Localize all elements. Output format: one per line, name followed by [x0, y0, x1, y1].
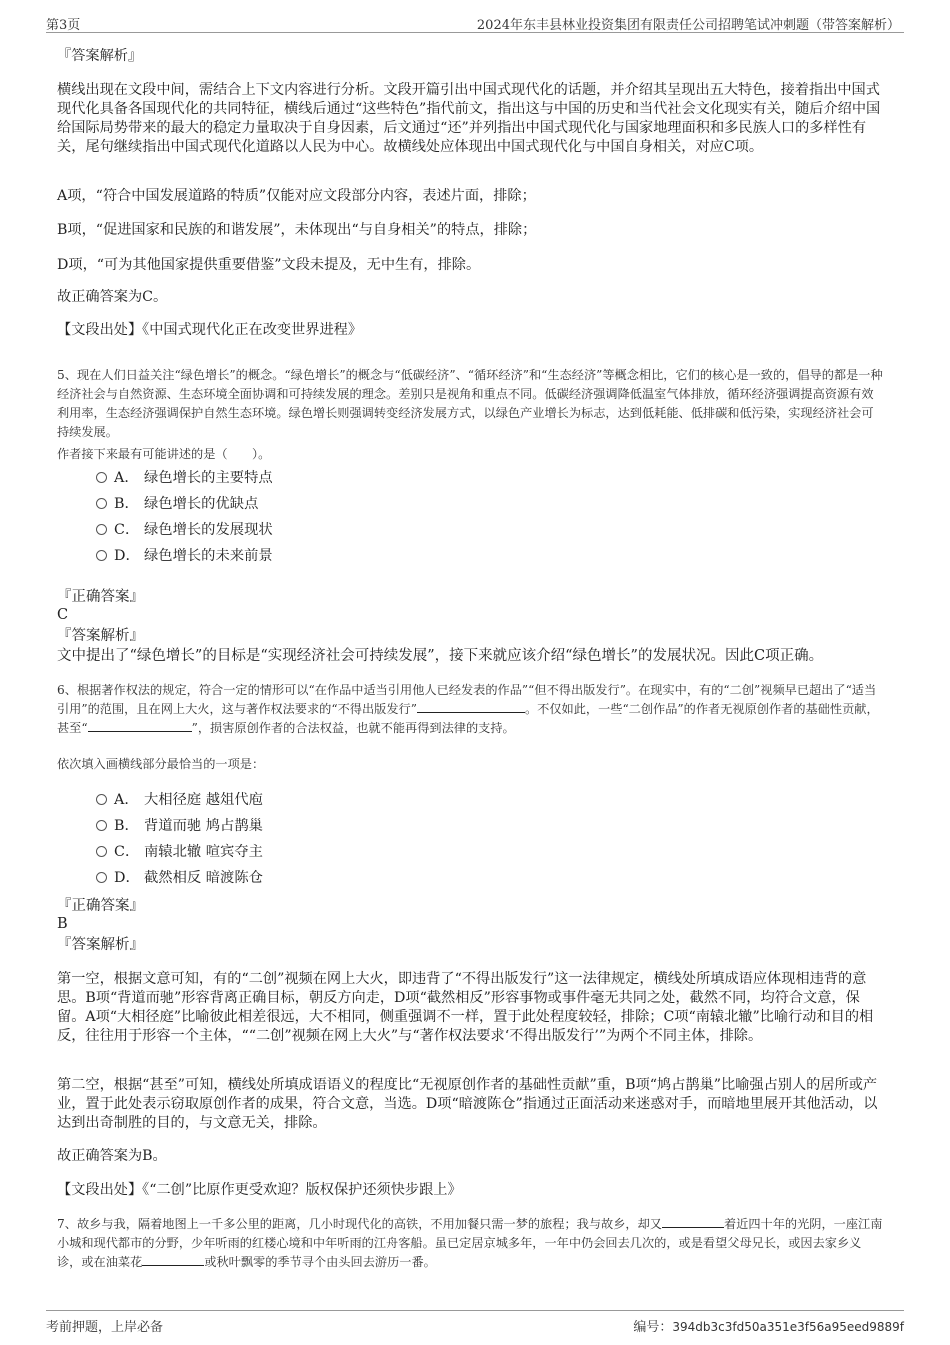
q6-question: 依次填入画横线部分最恰当的一项是： [57, 757, 265, 771]
q6-option-c[interactable]: C． 南辕北辙 喧宾夺主 [96, 842, 263, 862]
q6-analysis-label: 『答案解析』 [57, 937, 144, 953]
q6-option-b[interactable]: B． 背道而驰 鸠占鹊巢 [96, 816, 263, 836]
q5-stem: 5、现在人们日益关注“绿色增长”的概念。“绿色增长”的概念与“低碳经济”、“循环经济”和“生态经济”等概念相比，它们的核心是一致的，倡导的都是一种经济社会与自然资源、生态环境全面协调和可持续发展的理念。差别只是视角和重点不同。低碳经济强调降低温室气体排放，循环经济强调提高资源有效利用率，生态经济强调保护自然生态环境。绿色增长则强调转变经济发展方式，以绿色产业增长为标志，达到低耗能、低排碳和低污染，实现经济社会可持续发展。 [57, 368, 883, 439]
q6-analysis-p2: 第二空，根据“甚至”可知，横线处所填成语语义的程度比“无视原创作者的基础性贡献”重，B项“鸠占鹊巢”比喻强占别人的居所或产业，置于此处表示窃取原创作者的成果，符合文意，当选。D项“暗渡陈仓”指通过正面活动来迷惑对手，而暗地里展开其他活动，以达到出奇制胜的目的，与文意无关，排除。 [57, 1077, 878, 1131]
q5-answer: C [57, 607, 69, 623]
q6-blank-2 [88, 719, 192, 732]
radio-icon[interactable] [96, 820, 107, 831]
q7-stem: 7、故乡与我，隔着地图上一千多公里的距离，几小时现代化的高铁，不用加餐只需一梦的旅程；我与故乡，却又 着近四十年的光阴，一座江南小城和现代都市的分野，少年听雨的红楼心境和中年听雨的江舟客船。虽已定居京城多年，一年中仍会回去几次的，或是看望父母兄长，或因去家乡义诊，或在油菜花 或秋叶飘零的季节寻个由头回去游历一番。 [57, 1217, 883, 1269]
radio-icon[interactable] [96, 550, 107, 561]
q4-conclusion: 故正确答案为C。 [57, 289, 168, 305]
q6-stem: 6、根据著作权法的规定，符合一定的情形可以“在作品中适当引用他人已经发表的作品”“但不得出版发行”。在现实中，有的“二创”视频早已超出了“适当引用”的范围，且在网上大火，这与著作权法要求的“不得出版发行” 。不仅如此，一些“二创作品”的作者无视原创作者的基础性贡献，甚至“ ”，损害原创作者的合法权益，也就不能再得到法律的支持。 [57, 683, 879, 735]
q5-answer-label: 『正确答案』 [57, 589, 144, 605]
page-footer [46, 1310, 904, 1333]
radio-icon[interactable] [96, 846, 107, 857]
page-header [46, 12, 904, 33]
radio-icon[interactable] [96, 794, 107, 805]
footer-slogan: 考前押题，上岸必备 [46, 1320, 164, 1335]
q5-analysis: 文中提出了“绿色增长”的目标是“实现经济社会可持续发展”，接下来就应该介绍“绿色增长”的发展状况。因此C项正确。 [57, 648, 824, 664]
q5-question: 作者接下来最有可能讲述的是（ ）。 [57, 447, 271, 461]
q4-analysis-label: 『答案解析』 [57, 48, 143, 64]
q4-option-b-explanation: B项，“促进国家和民族的和谐发展”，未体现出“与自身相关”的特点，排除； [57, 222, 537, 238]
q5-option-b[interactable]: B． 绿色增长的优缺点 [96, 494, 258, 514]
q5-option-d[interactable]: D． 绿色增长的未来前景 [96, 546, 273, 566]
radio-icon[interactable] [96, 872, 107, 883]
q6-answer: B [57, 916, 68, 932]
q4-option-d-explanation: D项，“可为其他国家提供重要借鉴”文段未提及，无中生有，排除。 [57, 257, 481, 273]
q6-option-a[interactable]: A． 大相径庭 越俎代庖 [96, 790, 263, 810]
q6-source: 【文段出处】《“二创”比原作更受欢迎？版权保护还须快步跟上》 [57, 1182, 462, 1198]
document-title: 2024年东丰县林业投资集团有限责任公司招聘笔试冲刺题（带答案解析） [476, 18, 900, 33]
q6-option-d[interactable]: D． 截然相反 暗渡陈仓 [96, 868, 263, 888]
radio-icon[interactable] [96, 472, 107, 483]
q5-analysis-label: 『答案解析』 [57, 628, 144, 644]
q4-source: 【文段出处】《中国式现代化正在改变世界进程》 [57, 322, 363, 338]
q4-option-a-explanation: A项，“符合中国发展道路的特质”仅能对应文段部分内容，表述片面，排除； [57, 188, 536, 204]
document-code: 编号：394db3c3fd50a351e3f56a95eed9889f [633, 1320, 904, 1335]
q5-option-a[interactable]: A． 绿色增长的主要特点 [96, 468, 273, 488]
q6-conclusion: 故正确答案为B。 [57, 1148, 167, 1164]
q5-option-c[interactable]: C． 绿色增长的发展现状 [96, 520, 273, 540]
q6-analysis-p1: 第一空，根据文意可知，有的“二创”视频在网上大火，即违背了“不得出版发行”这一法律规定，横线处所填成语应体现相违背的意思。B项“背道而驰”形容背离正确目标，朝反方向走，D项“截然相反”形容事物或事件毫无共同之处，截然不同，均符合文意，保留。A项“大相径庭”比喻彼此相差很远，大不相同，侧重强调不一样，置于此处程度较轻，排除；C项“南辕北辙”比喻行动和目的相反，往往用于形容一个主体，““二创”视频在网上大火”与“著作权法要求‘不得出版发行’”为两个不同主体，排除。 [57, 971, 874, 1044]
q6-blank-1 [417, 700, 525, 713]
q7-blank-1 [662, 1215, 724, 1228]
q6-answer-label: 『正确答案』 [57, 898, 144, 914]
q7-blank-2 [142, 1253, 204, 1266]
radio-icon[interactable] [96, 524, 107, 535]
page-number: 第3页 [46, 18, 81, 33]
radio-icon[interactable] [96, 498, 107, 509]
q4-analysis-text: 横线出现在文段中间，需结合上下文内容进行分析。文段开篇引出中国式现代化的话题，并介绍其呈现出五大特色，接着指出中国式现代化具备各国现代化的共同特征，横线后通过“这些特色”指代前文，指出这与中国的历史和当代社会文化现实有关，随后介绍中国给国际局势带来的最大的稳定力量取决于自身因素，后文通过“还”并列指出中国式现代化与国家地理面积和多民族人口的多样性有关，尾句继续指出中国式现代化道路以人民为中心。故横线处应体现出中国式现代化与中国自身相关，对应C项。 [57, 82, 881, 155]
